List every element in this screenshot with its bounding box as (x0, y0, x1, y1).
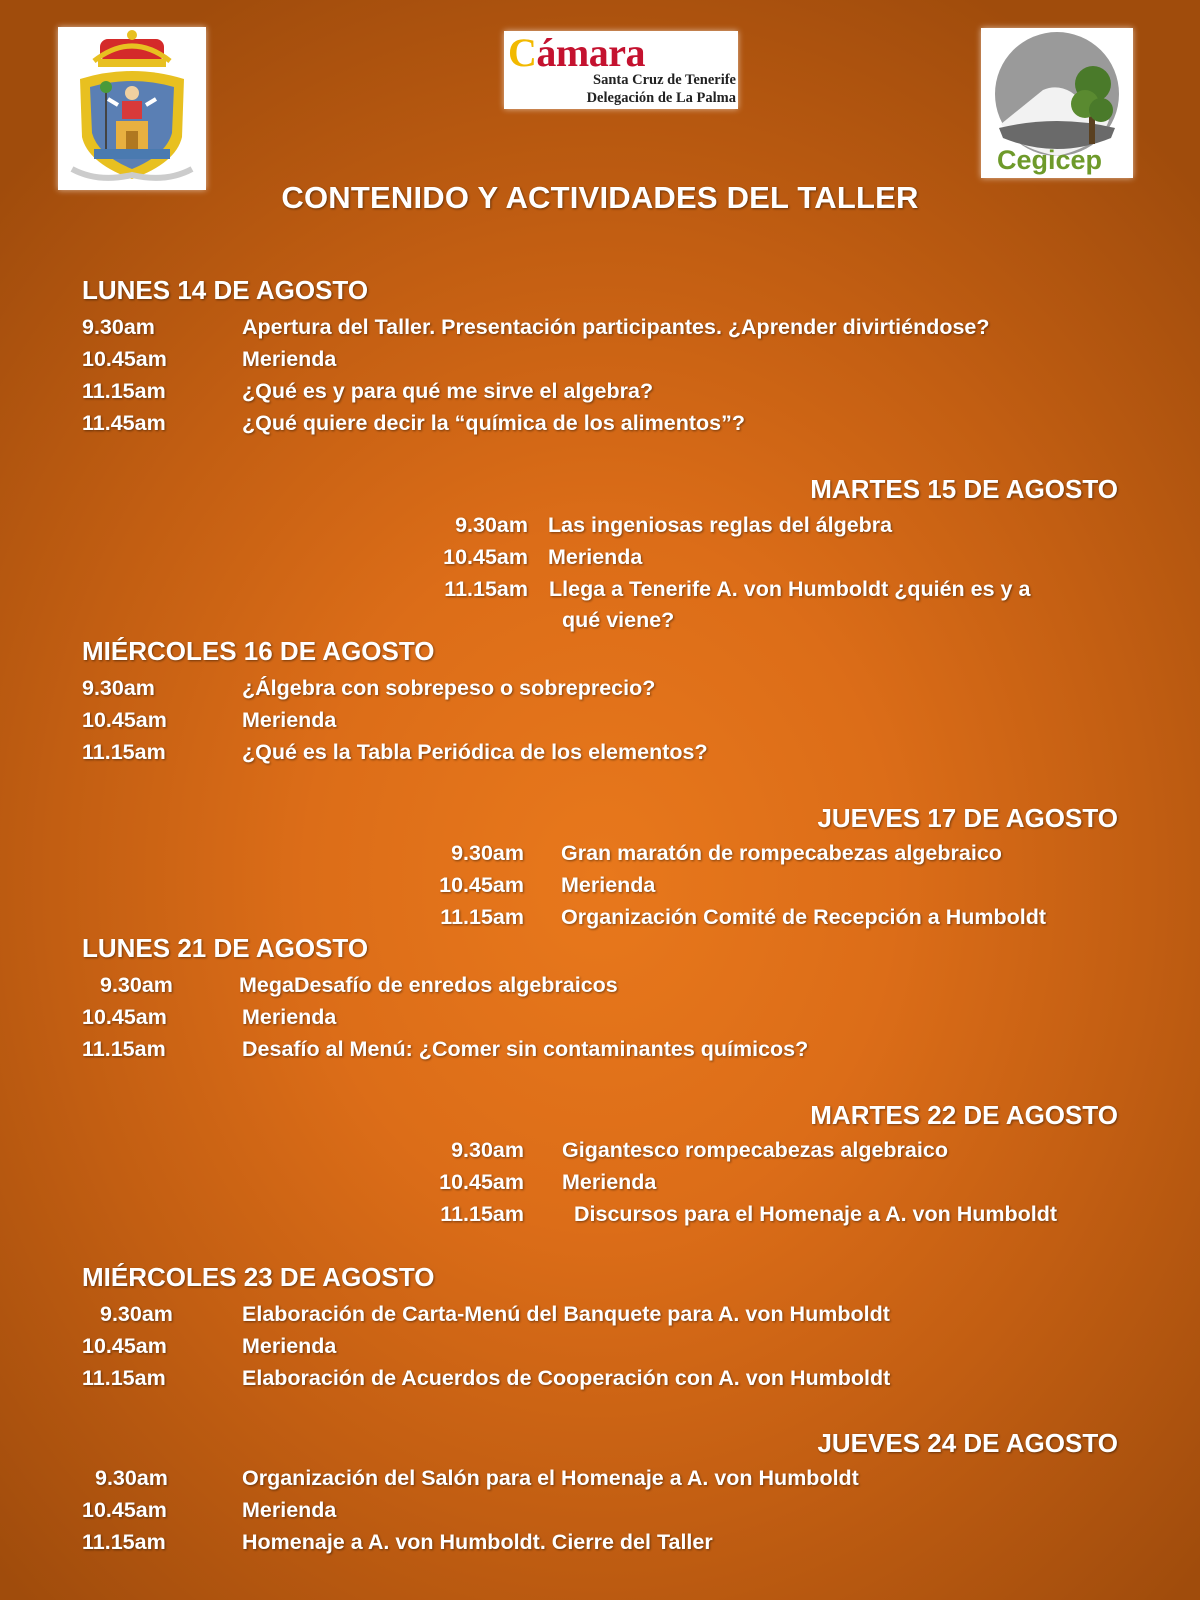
session-time: 11.45am (82, 411, 166, 435)
session-time: 10.45am (82, 347, 167, 371)
session-activity: Discursos para el Homenaje a A. von Humboldt (574, 1202, 1058, 1226)
session-time: 11.15am (82, 1366, 166, 1390)
cegicep-wordmark: Cegicep (997, 145, 1103, 175)
session-activity: ¿Qué quiere decir la “química de los alimentos”? (242, 411, 745, 435)
session-activity: Elaboración de Carta-Menú del Banquete para A. von Humboldt (242, 1302, 890, 1326)
city-crest-logo (58, 27, 206, 190)
session-activity: Desafío al Menú: ¿Comer sin contaminantes químicos? (242, 1037, 809, 1061)
session-time: 9.30am (451, 1138, 524, 1162)
session-time: 9.30am (82, 315, 155, 339)
camara-wordmark: Cámara (508, 31, 645, 75)
session-time: 10.45am (439, 873, 524, 897)
session-time: 9.30am (100, 973, 173, 997)
session-time: 10.45am (82, 1005, 167, 1029)
session-activity: ¿Qué es y para qué me sirve el algebra? (242, 379, 654, 403)
day-heading-lunes-14: LUNES 14 DE AGOSTO (82, 275, 369, 305)
session-time: 9.30am (451, 841, 524, 865)
session-time: 10.45am (82, 708, 167, 732)
session-activity: Merienda (242, 1498, 337, 1522)
session-time: 10.45am (439, 1170, 524, 1194)
day-heading-jueves-17: JUEVES 17 DE AGOSTO (817, 803, 1118, 833)
day-heading-miercoles-16: MIÉRCOLES 16 DE AGOSTO (82, 636, 435, 666)
session-activity-continuation: qué viene? (562, 608, 675, 632)
session-activity: Organización del Salón para el Homenaje a A. von Humboldt (242, 1466, 859, 1490)
day-heading-jueves-24: JUEVES 24 DE AGOSTO (817, 1428, 1118, 1458)
session-time: 10.45am (443, 545, 528, 569)
session-time: 9.30am (95, 1466, 168, 1490)
session-time: 11.15am (82, 379, 166, 403)
session-time: 10.45am (82, 1498, 167, 1522)
session-activity: Merienda (548, 545, 643, 569)
session-time: 11.15am (440, 905, 524, 929)
session-activity: MegaDesafío de enredos algebraicos (239, 973, 618, 997)
session-activity: Apertura del Taller. Presentación participantes. ¿Aprender divirtiéndose? (242, 315, 990, 339)
session-activity: Elaboración de Acuerdos de Cooperación con A. von Humboldt (242, 1366, 891, 1390)
session-activity: Merienda (242, 1334, 337, 1358)
session-activity: Merienda (562, 1170, 657, 1194)
session-activity: Las ingeniosas reglas del álgebra (548, 513, 893, 537)
session-activity: Merienda (561, 873, 656, 897)
session-activity: Gran maratón de rompecabezas algebraico (561, 841, 1002, 865)
camara-subtitle-delegation: Delegación de La Palma (586, 90, 736, 106)
session-time: 11.15am (440, 1202, 524, 1226)
day-heading-miercoles-23: MIÉRCOLES 23 DE AGOSTO (82, 1262, 435, 1292)
session-time: 11.15am (82, 1037, 166, 1061)
session-activity: Merienda (242, 1005, 337, 1029)
session-activity: Organización Comité de Recepción a Humboldt (561, 905, 1047, 929)
crest-icon (58, 27, 206, 190)
session-activity: Merienda (242, 347, 337, 371)
session-time: 10.45am (82, 1334, 167, 1358)
cegicep-logo (981, 28, 1133, 178)
session-activity: Gigantesco rompecabezas algebraico (562, 1138, 948, 1162)
session-activity: Homenaje a A. von Humboldt. Cierre del Taller (242, 1530, 713, 1554)
day-heading-martes-15: MARTES 15 DE AGOSTO (810, 474, 1118, 504)
session-time: 11.15am (444, 577, 528, 601)
camara-subtitle-city: Santa Cruz de Tenerife (593, 72, 736, 88)
session-activity: ¿Álgebra con sobrepeso o sobreprecio? (242, 676, 656, 700)
session-activity: Llega a Tenerife A. von Humboldt ¿quién es y a (549, 577, 1031, 601)
session-time: 9.30am (100, 1302, 173, 1326)
session-activity: ¿Qué es la Tabla Periódica de los elementos? (242, 740, 708, 764)
day-heading-martes-22: MARTES 22 DE AGOSTO (810, 1100, 1118, 1130)
session-activity: Merienda (242, 708, 337, 732)
session-time: 9.30am (82, 676, 155, 700)
session-time: 11.15am (82, 740, 166, 764)
session-time: 9.30am (455, 513, 528, 537)
page-title: CONTENIDO Y ACTIVIDADES DEL TALLER (281, 180, 919, 215)
session-time: 11.15am (82, 1530, 166, 1554)
day-heading-lunes-21: LUNES 21 DE AGOSTO (82, 933, 369, 963)
camara-logo (504, 31, 738, 109)
